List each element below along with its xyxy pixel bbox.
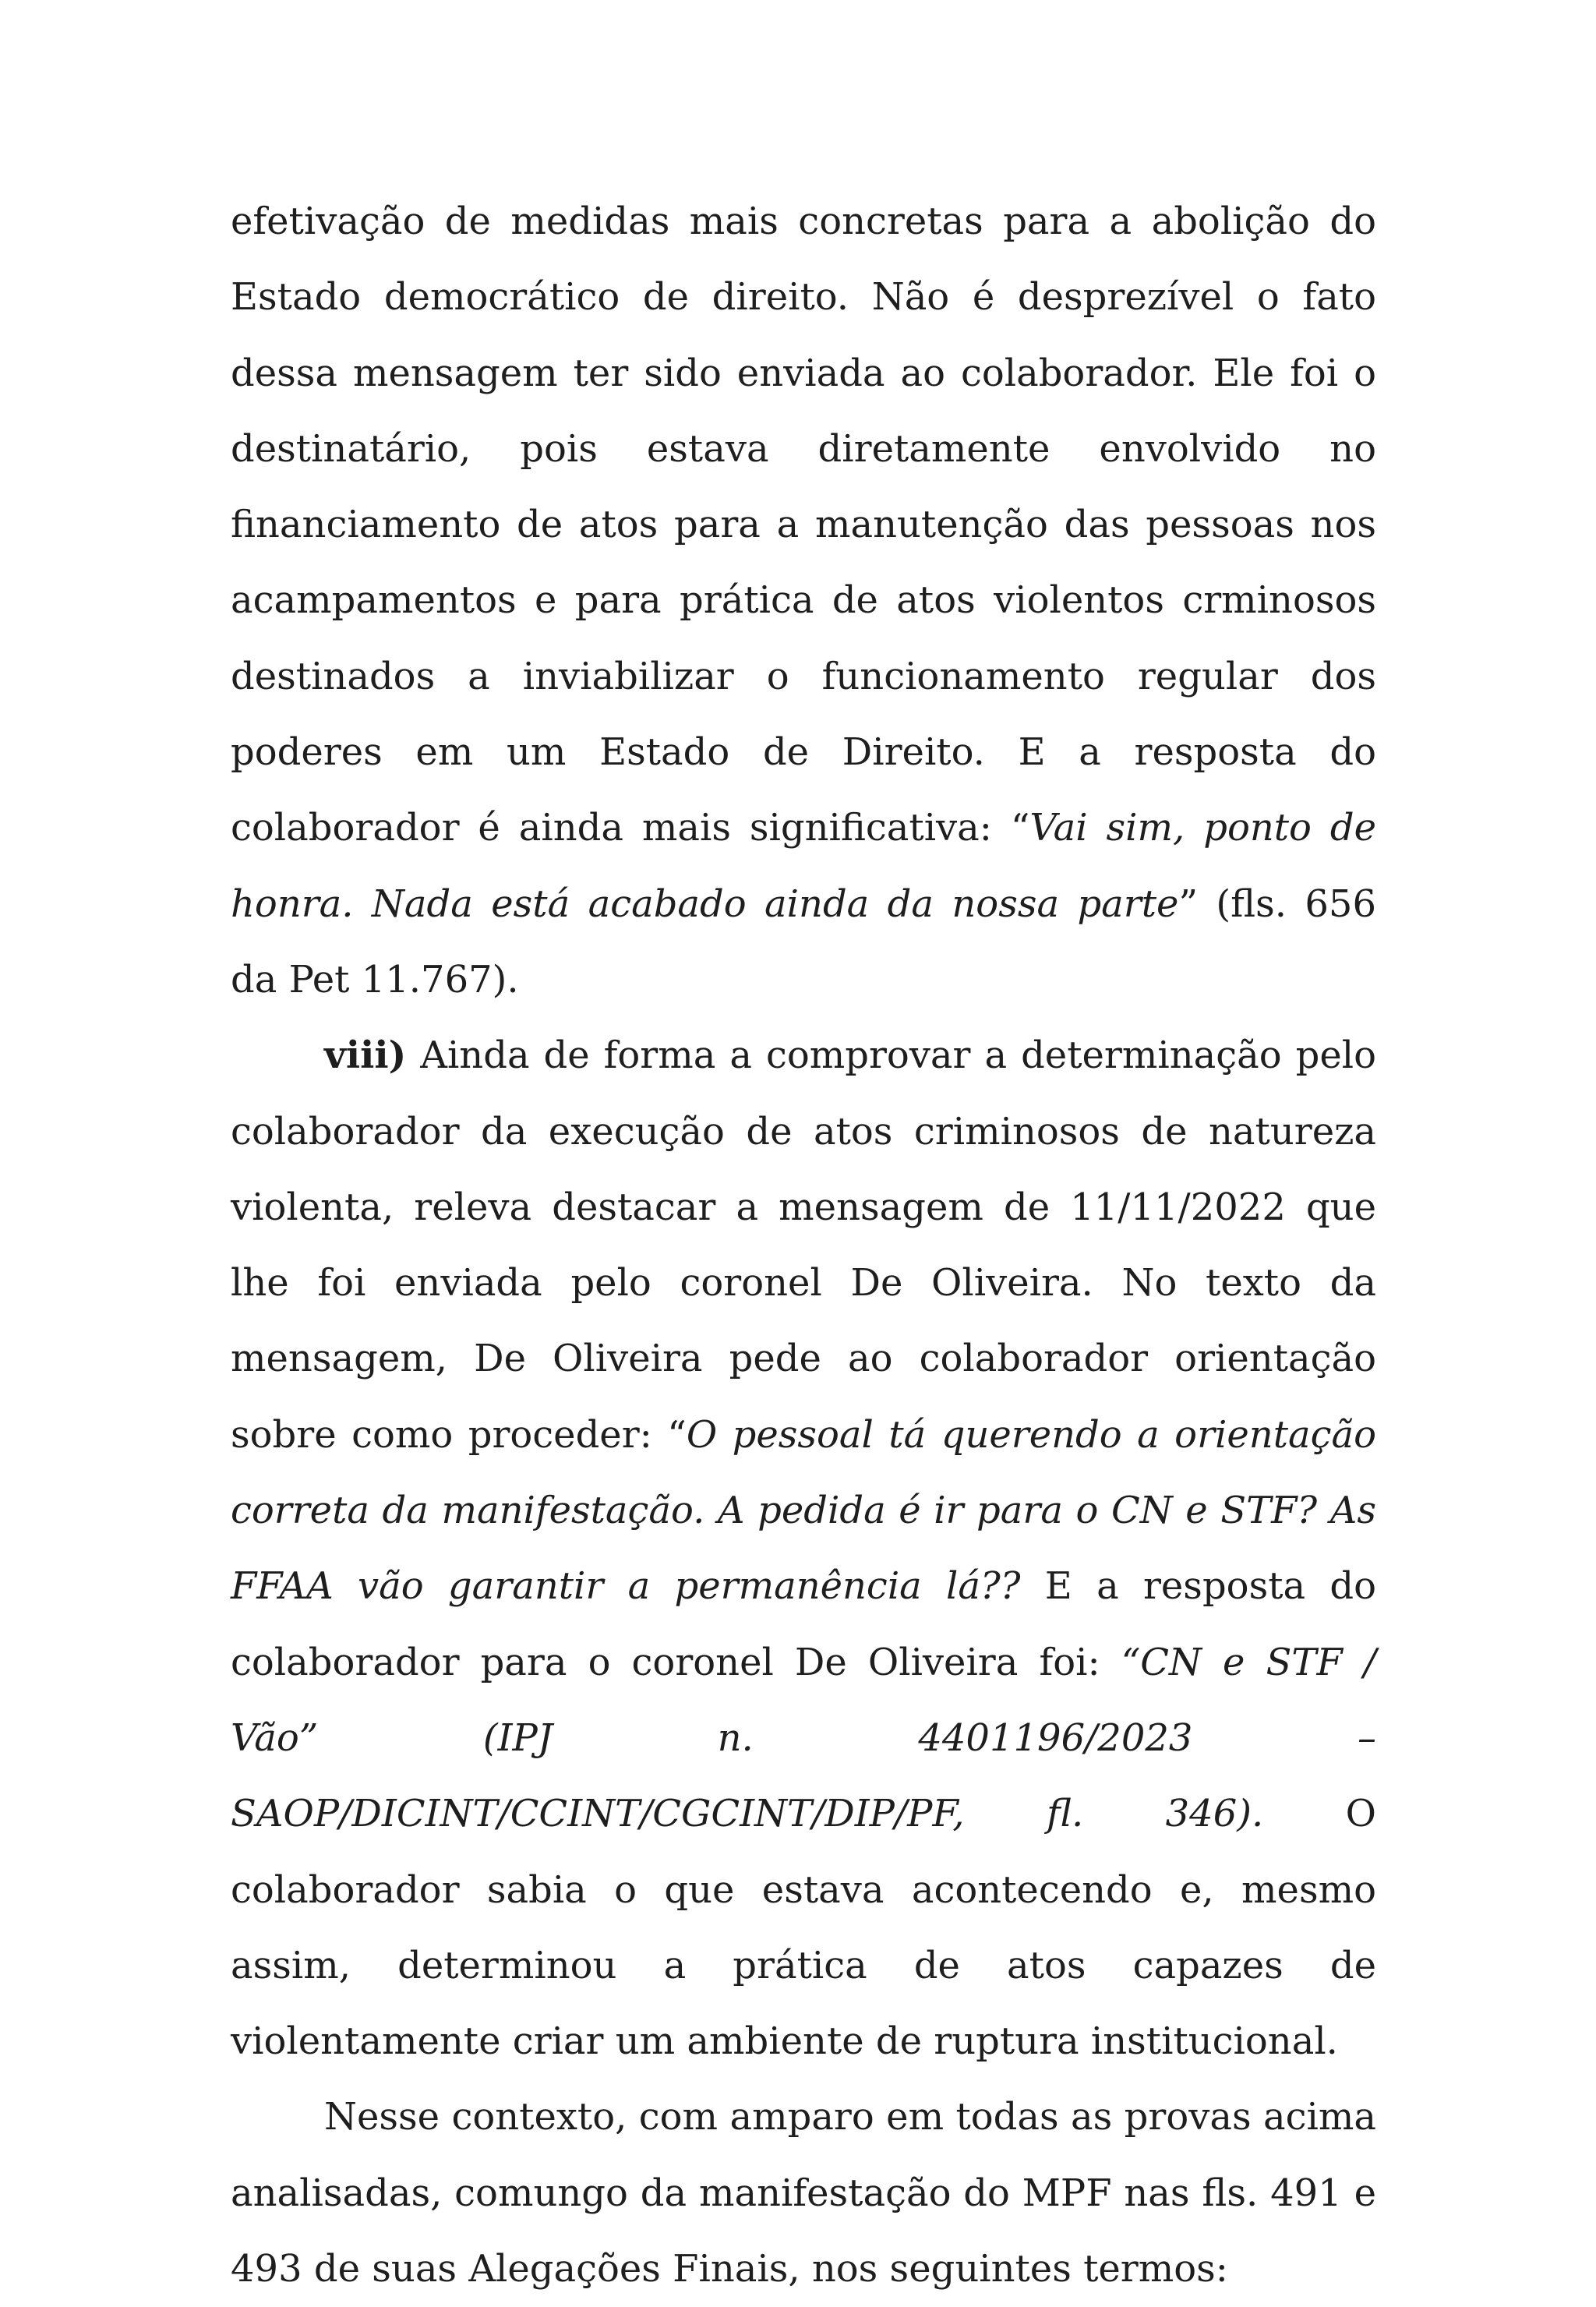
quoted-message: Vai sim, ponto de honra. Nada está acabado ainda da nossa parte xyxy=(231,806,1376,926)
paragraph-text: ” (fls. 656 da Pet 11.767). xyxy=(231,881,1377,1002)
paragraph-conclusion xyxy=(231,2079,1376,2307)
paragraph-text: Ainda de forma a comprovar a determinação pelo colaborador da execução de atos criminosos de natureza violenta, releva destacar a mensagem de 11/11/2022 que lhe foi enviada pelo coronel De Oliveira. No texto da mensagem, De Oliveira pede ao colaborador orientação sobre como proceder: “ xyxy=(231,1033,1376,1457)
paragraph-text: O colaborador sabia o que estava acontecendo e, mesmo assim, determinou a prática de atos capazes de violentamente criar um ambiente de ruptura institucional. xyxy=(231,1792,1376,2064)
paragraph-continuation xyxy=(231,184,1376,1018)
paragraph-text: efetivação de medidas mais concretas para a abolição do Estado democrático de direito. Não é desprezível o fato dessa mensagem ter sido enviada ao colaborador. Ele foi o destinatário, pois estava diretamente envolvido no financiamento de atos para a manutenção das pessoas nos acampamentos e para prática de atos violentos crminosos destinados a inviabilizar o funcionamento regular dos poderes em um Estado de Direito. E a resposta do colaborador é ainda mais significativa: “ xyxy=(231,200,1376,850)
paragraph-text: E a resposta do colaborador para o coronel De Oliveira foi: xyxy=(231,1564,1376,1684)
paragraph-item-viii xyxy=(231,1018,1376,2079)
quoted-message: O pessoal tá querendo a orientação correta da manifestação. A pedida é ir para o CN e STF? As FFAA vão garantir a permanência lá?? xyxy=(231,1412,1377,1609)
item-number: viii) xyxy=(324,1033,407,1078)
paragraph-text: Nesse contexto, com amparo em todas as provas acima analisadas, comungo da manifestação do MPF nas fls. 491 e 493 de suas Alegações Finais, nos seguintes termos: xyxy=(231,2095,1376,2291)
quoted-reply-citation: “CN e STF / Vão” (IPJ n. 4401196/2023 – SAOP/DICINT/CCINT/CGCINT/DIP/PF, fl. 346). xyxy=(231,1640,1376,1836)
document-body xyxy=(231,184,1376,2307)
